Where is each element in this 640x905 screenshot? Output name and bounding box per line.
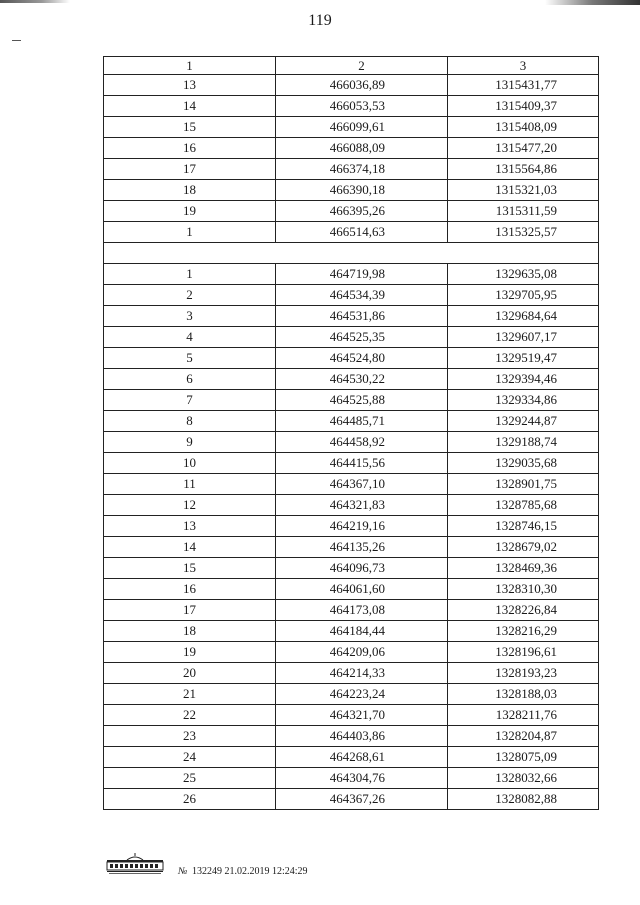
point-number-cell: 18 [104,180,276,201]
point-number-cell: 14 [104,96,276,117]
table-row [104,600,599,621]
point-number-cell: 10 [104,453,276,474]
x-coordinate-cell: 464321,83 [276,495,448,516]
x-coordinate-cell: 464524,80 [276,348,448,369]
column-header-point: 1 [104,57,276,75]
x-coordinate-cell: 466099,61 [276,117,448,138]
x-coordinate-cell: 464135,26 [276,537,448,558]
x-coordinate-cell: 464485,71 [276,411,448,432]
table-row [104,180,599,201]
y-coordinate-cell: 1328469,36 [448,558,599,579]
table-row [104,726,599,747]
table-row [104,159,599,180]
y-coordinate-cell: 1329394,46 [448,369,599,390]
point-number-cell: 15 [104,117,276,138]
point-number-cell: 17 [104,600,276,621]
y-coordinate-cell: 1315409,37 [448,96,599,117]
y-coordinate-cell: 1329705,95 [448,285,599,306]
y-coordinate-cell: 1328193,23 [448,663,599,684]
point-number-cell: 1 [104,264,276,285]
x-coordinate-cell: 464415,56 [276,453,448,474]
table-row [104,327,599,348]
table-row [104,747,599,768]
point-number-cell: 16 [104,138,276,159]
point-number-cell: 18 [104,621,276,642]
x-coordinate-cell: 466053,53 [276,96,448,117]
y-coordinate-cell: 1328785,68 [448,495,599,516]
table-row [104,516,599,537]
y-coordinate-cell: 1329334,86 [448,390,599,411]
y-coordinate-cell: 1328204,87 [448,726,599,747]
table-row [104,684,599,705]
table-row [104,138,599,159]
point-number-cell: 13 [104,75,276,96]
table-row [104,789,599,810]
x-coordinate-cell: 464184,44 [276,621,448,642]
x-coordinate-cell: 466395,26 [276,201,448,222]
point-number-cell: 13 [104,516,276,537]
document-registration-stamp [178,866,308,877]
x-coordinate-cell: 464719,98 [276,264,448,285]
point-number-cell: 17 [104,159,276,180]
point-number-cell: 9 [104,432,276,453]
x-coordinate-cell: 464367,10 [276,474,448,495]
point-number-cell: 26 [104,789,276,810]
x-coordinate-cell: 464403,86 [276,726,448,747]
table-row [104,495,599,516]
table-row [104,222,599,243]
y-coordinate-cell: 1328216,29 [448,621,599,642]
y-coordinate-cell: 1315325,57 [448,222,599,243]
x-coordinate-cell: 464304,76 [276,768,448,789]
point-number-cell: 3 [104,306,276,327]
y-coordinate-cell: 1315321,03 [448,180,599,201]
x-coordinate-cell: 464367,26 [276,789,448,810]
x-coordinate-cell: 466374,18 [276,159,448,180]
table-row [104,390,599,411]
point-number-cell: 2 [104,285,276,306]
number-sign: № [178,866,188,877]
y-coordinate-cell: 1328188,03 [448,684,599,705]
x-coordinate-cell: 464209,06 [276,642,448,663]
x-coordinate-cell: 464534,39 [276,285,448,306]
x-coordinate-cell: 466390,18 [276,180,448,201]
y-coordinate-cell: 1328310,30 [448,579,599,600]
table-section-a [104,75,599,243]
point-number-cell: 11 [104,474,276,495]
table-row [104,768,599,789]
table-row [104,201,599,222]
point-number-cell: 6 [104,369,276,390]
page-number: 119 [308,12,332,29]
y-coordinate-cell: 1315564,86 [448,159,599,180]
y-coordinate-cell: 1329035,68 [448,453,599,474]
table-row [104,705,599,726]
point-number-cell: 22 [104,705,276,726]
point-number-cell: 5 [104,348,276,369]
column-header-y: 3 [448,57,599,75]
y-coordinate-cell: 1329684,64 [448,306,599,327]
column-header-x: 2 [276,57,448,75]
point-number-cell: 12 [104,495,276,516]
y-coordinate-cell: 1328082,88 [448,789,599,810]
point-number-cell: 23 [104,726,276,747]
x-coordinate-cell: 464219,16 [276,516,448,537]
x-coordinate-cell: 464525,35 [276,327,448,348]
scan-margin-mark [12,40,21,41]
point-number-cell: 20 [104,663,276,684]
point-number-cell: 19 [104,642,276,663]
stamp-id: 132249 [191,866,222,877]
y-coordinate-cell: 1328211,76 [448,705,599,726]
point-number-cell: 21 [104,684,276,705]
y-coordinate-cell: 1329519,47 [448,348,599,369]
registration-stamp-icon [105,852,165,876]
y-coordinate-cell: 1315477,20 [448,138,599,159]
x-coordinate-cell: 466088,09 [276,138,448,159]
table-row [104,642,599,663]
table-separator [104,243,599,264]
table-row [104,621,599,642]
point-number-cell: 7 [104,390,276,411]
separator-cell [104,243,599,264]
table-section-b [104,264,599,810]
table-row [104,75,599,96]
point-number-cell: 14 [104,537,276,558]
table-row [104,348,599,369]
table-row [104,411,599,432]
x-coordinate-cell: 464268,61 [276,747,448,768]
y-coordinate-cell: 1329188,74 [448,432,599,453]
table-row [104,474,599,495]
y-coordinate-cell: 1315408,09 [448,117,599,138]
table-row [104,264,599,285]
y-coordinate-cell: 1315431,77 [448,75,599,96]
x-coordinate-cell: 464531,86 [276,306,448,327]
point-number-cell: 16 [104,579,276,600]
x-coordinate-cell: 464525,88 [276,390,448,411]
table-row [104,663,599,684]
table-row [104,453,599,474]
point-number-cell: 24 [104,747,276,768]
y-coordinate-cell: 1329635,08 [448,264,599,285]
x-coordinate-cell: 464530,22 [276,369,448,390]
y-coordinate-cell: 1328075,09 [448,747,599,768]
x-coordinate-cell: 466514,63 [276,222,448,243]
y-coordinate-cell: 1328679,02 [448,537,599,558]
table-row [104,579,599,600]
point-number-cell: 15 [104,558,276,579]
y-coordinate-cell: 1328746,15 [448,516,599,537]
table-header-row [104,57,599,75]
x-coordinate-cell: 464214,33 [276,663,448,684]
y-coordinate-cell: 1328032,66 [448,768,599,789]
y-coordinate-cell: 1328901,75 [448,474,599,495]
table-row [104,306,599,327]
y-coordinate-cell: 1328226,84 [448,600,599,621]
scan-edge-artifact [0,0,70,3]
x-coordinate-cell: 464061,60 [276,579,448,600]
point-number-cell: 1 [104,222,276,243]
point-number-cell: 8 [104,411,276,432]
y-coordinate-cell: 1329244,87 [448,411,599,432]
table-row [104,558,599,579]
table-row [104,432,599,453]
table-row [104,96,599,117]
point-number-cell: 19 [104,201,276,222]
coordinates-table [103,56,599,810]
x-coordinate-cell: 464458,92 [276,432,448,453]
x-coordinate-cell: 464096,73 [276,558,448,579]
y-coordinate-cell: 1329607,17 [448,327,599,348]
y-coordinate-cell: 1328196,61 [448,642,599,663]
section-separator-row [104,243,599,264]
point-number-cell: 4 [104,327,276,348]
y-coordinate-cell: 1315311,59 [448,201,599,222]
table-row [104,117,599,138]
table-row [104,369,599,390]
x-coordinate-cell: 464223,24 [276,684,448,705]
table-row [104,537,599,558]
x-coordinate-cell: 464173,08 [276,600,448,621]
table-row [104,285,599,306]
x-coordinate-cell: 464321,70 [276,705,448,726]
stamp-timestamp: 21.02.2019 12:24:29 [224,866,308,877]
point-number-cell: 25 [104,768,276,789]
scan-edge-artifact [545,0,640,5]
x-coordinate-cell: 466036,89 [276,75,448,96]
